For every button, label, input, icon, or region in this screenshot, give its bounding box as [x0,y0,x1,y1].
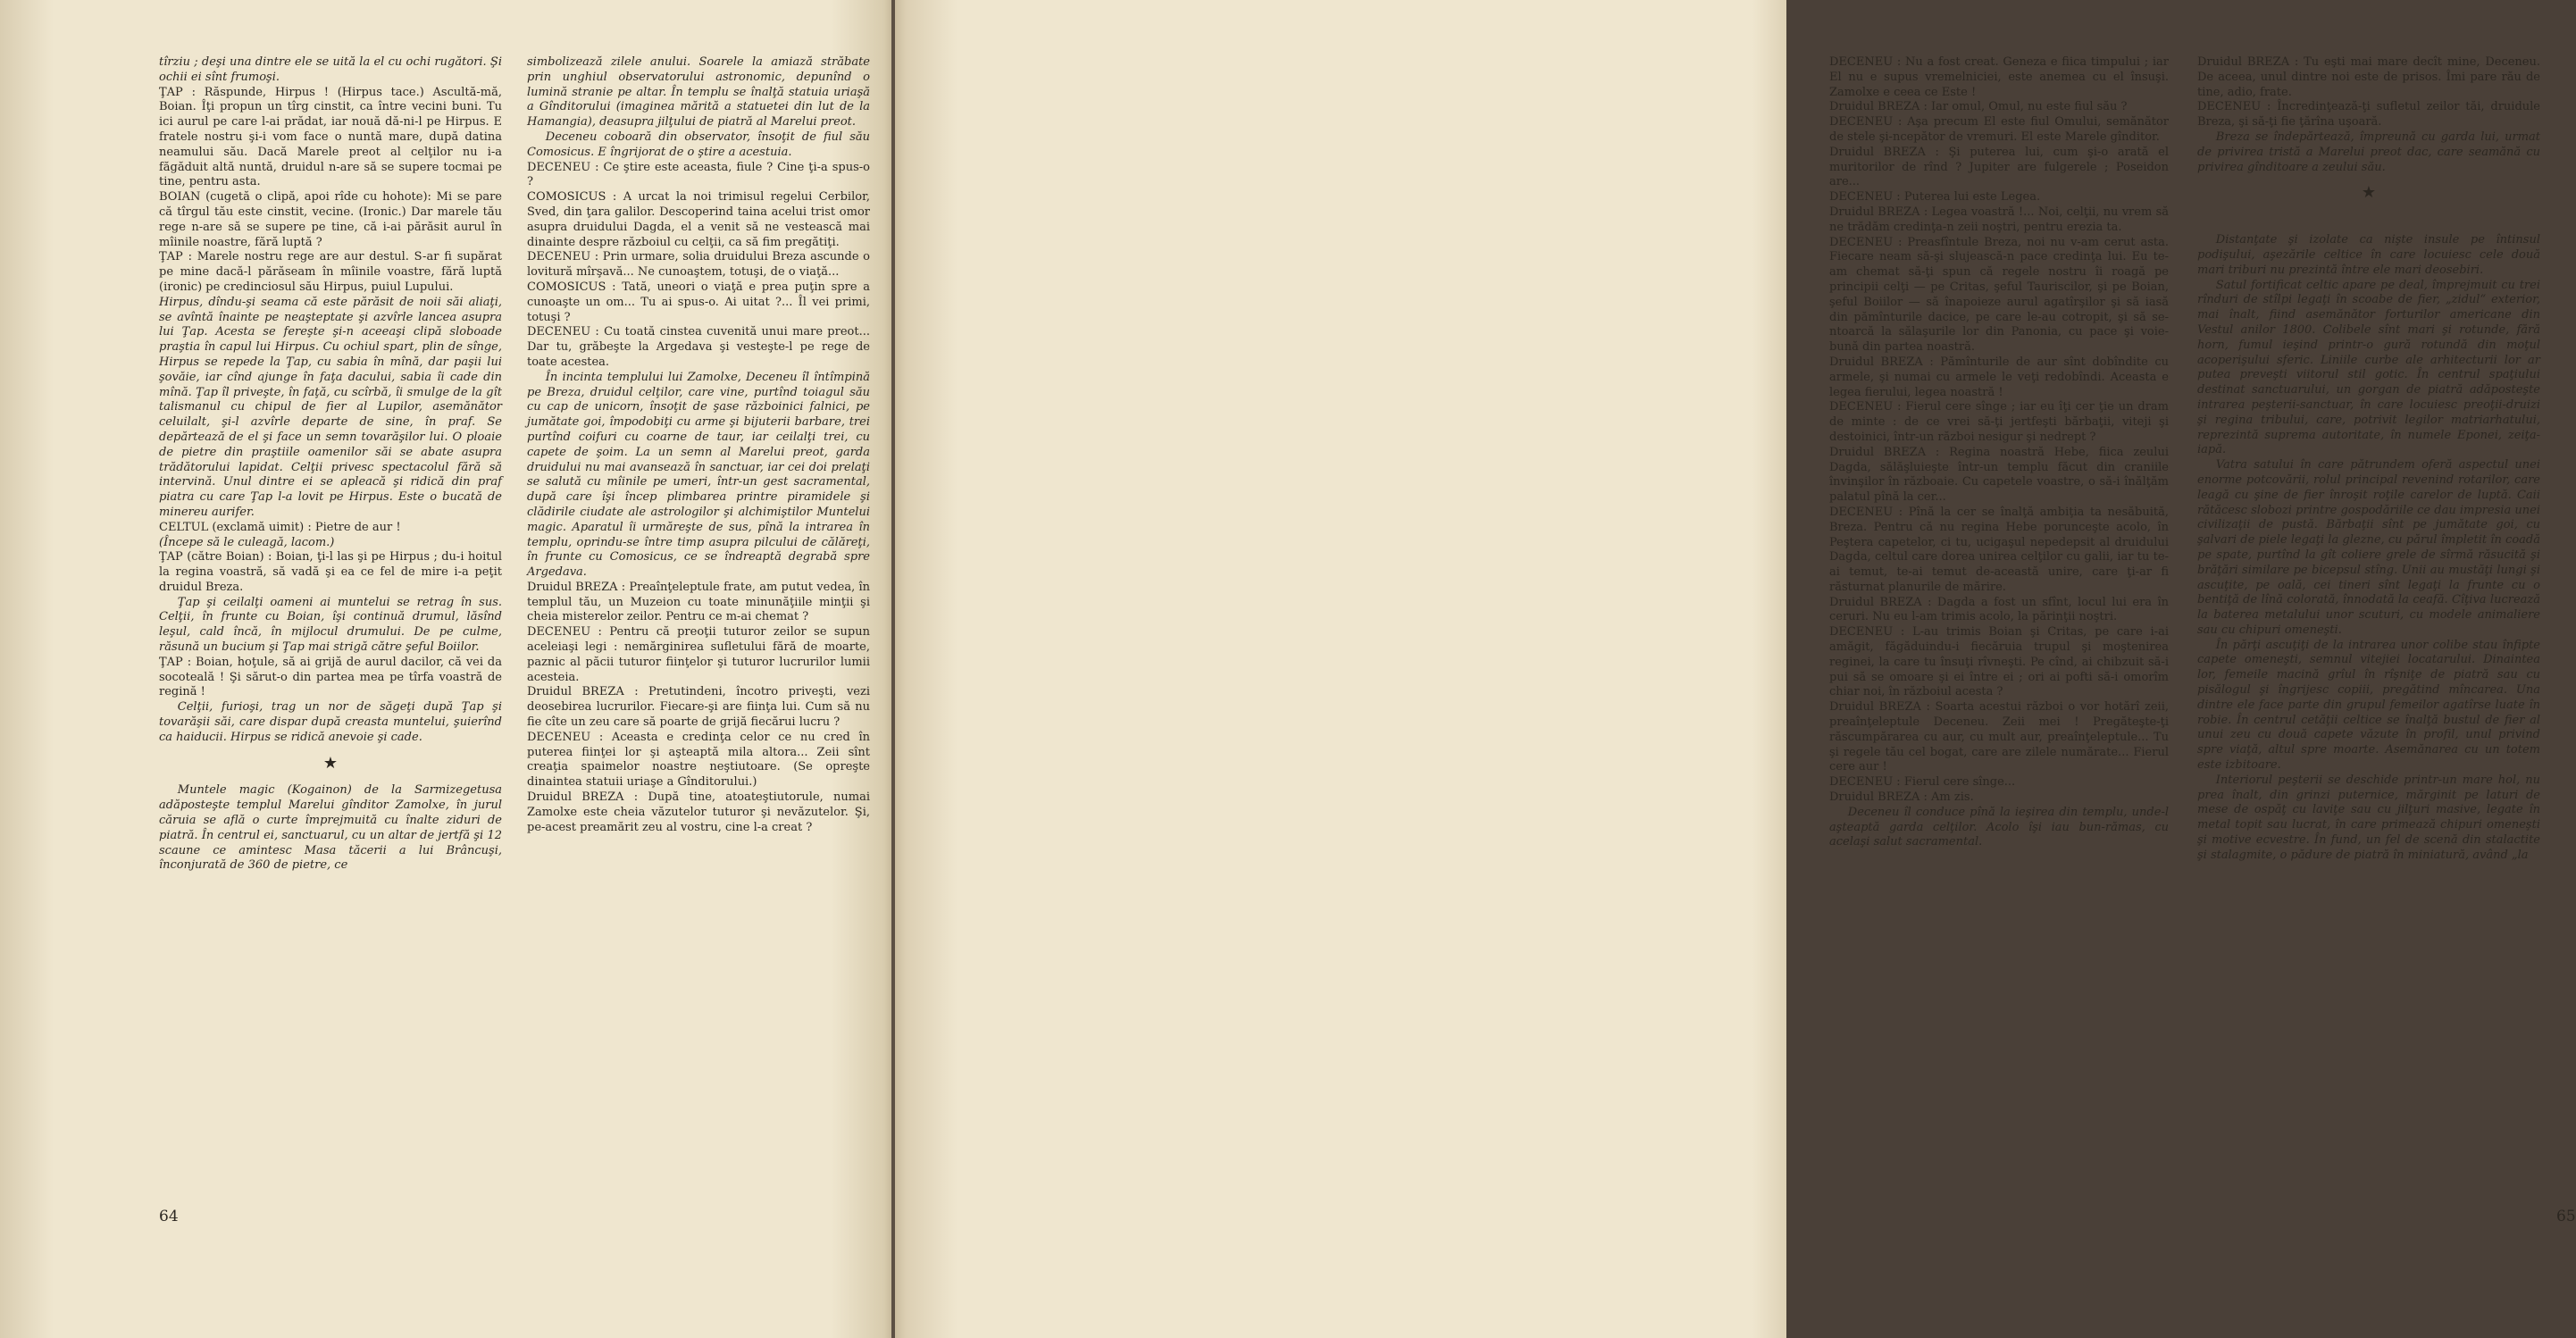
paragraph: DECENEU : Nu a fost creat. Geneza e fiica timpului ; iar El nu e supus vremelniciei, este anemea cu el însuşi. Zamolxe e ceea ce Este ! [1829,55,2169,99]
right-page [895,0,2576,1338]
paragraph: Satul fortificat celtic apare pe deal, împrejmuit cu trei rînduri de stîlpi legaţi în scoabe de fier, „zidul“ exterior, mai înalt, fiind asemănător forturilor americane din Vestul anilor 1800. Colibele sînt mari şi rotunde, fără horn, fumul ieşind printr-o gură rotundă din moţul acoperişului sferic. Liniile curbe ale arhitecturii lor ar putea preveşti viitorul stil gotic. În centrul spaţiului destinat sanctuarului, un gorgan de piatră adăposteşte intrarea peşterii-sanctuar, în care locuiesc preoţii-druizi şi regina tribului, care, potrivit legilor matriarhatului, reprezintă suprema autoritate, în numele Eponei, zeiţa-iapă. [2197,278,2540,457]
paragraph: DECENEU : L-au trimis Boian şi Critas, pe care i-ai amăgit, făgăduindu-i fiecăruia trupul şi moştenirea reginei, la care tu însuţi rîvneşti. Pe cînd, ai chibzuit să-i pui să se omoare şi ei între ei ; ori ai pofti să-i omorîm chiar noi, în războiul acesta ? [1829,625,2169,699]
paragraph: DECENEU : Fierul cere sînge... [1829,775,2016,790]
paragraph: ŢAP : Boian, hoţule, să ai grijă de aurul dacilor, că vei da socoteală ! Şi sărut-o din partea mea pe tîrfa voastră de regină ! [159,655,502,699]
page-number-left: 64 [159,1208,179,1225]
paragraph: Druidul BREZA : Legea voastră !... Noi, celţii, nu vrem să ne trădăm credinţa-n zeii noştri, pentru erezia ta. [1829,205,2169,234]
spacer [2197,213,2540,233]
paragraph: ŢAP (către Boian) : Boian, ţi-l las şi pe Hirpus ; du-i hoitul la regina voastră, să vadă şi ea ce fel de mire i-a peţit druidul Breza. [159,550,502,594]
paragraph: Druidul BREZA : Preaînţeleptule frate, am putut vedea, în templul tău, un Muzeion cu toate minunăţiile minţii şi cheia misterelor zeilor. Pentru ce m-ai chemat ? [527,580,870,624]
paragraph: Interiorul peşterii se deschide printr-un mare hol, nu prea înalt, din grinzi puternice, mărginit pe laturi de mese de ospăţ cu laviţe sau cu jilţuri masive, legate în metal topit sau lucrat, în care primează chipuri omeneşti şi motive ecvestre. În fund, un fel de scenă din stalactite şi stalagmite, o pădure de piatră în miniatură, având „la [2197,773,2540,862]
paragraph: Vatra satului în care pătrundem oferă aspectul unei enorme potcovării, rolul principal revenind rotarilor, care leagă cu şine de fier înroşit roţile carelor de luptă. Caii rătăcesc slobozi printre gospodăriile ce dau impresia unei civilizaţii de pustă. Bărbaţii sînt pe jumătate goi, cu şalvari de piele legaţi la glezne, cu părul împletit în coadă pe spate, purtînd la gît coliere grele de sîrmă răsucită şi brăţări similare pe bicepsul stîng. Unii au mustăţi lungi şi ascuţite, pe oală, cei tineri sînt legaţi la frunte cu o bentiţă de lînă colorată, înnodată la ceafă. Cîţiva lucrează la baterea metalului unor scuturi, cu modele animaliere sau cu chipuri omeneşti. [2197,458,2540,637]
paragraph: tîrziu ; deşi una dintre ele se uită la el cu ochi rugători. Şi ochii ei sînt frumoşi. [159,55,502,84]
paragraph: Druidul BREZA : Şi puterea lui, cum şi-o arată el muritorilor de rînd ? Jupiter are fulgerele ; Poseidon are... [1829,145,2169,189]
paragraph: DECENEU : Aşa precum El este fiul Omului, semănător de stele şi-ncepător de vremuri. El este Marele gînditor. [1829,115,2169,144]
paragraph: Druidul BREZA : Regina noastră Hebe, fiica zeului Dagda, sălăşluieşte într-un templu făcut din craniile învinşilor în războaie. Cu capetele voastre, o să-i înălţăm palatul pînă la cer... [1829,445,2169,505]
paragraph: DECENEU : Ce ştire este aceasta, fiule ? Cine ţi-a spus-o ? [527,160,870,189]
paragraph: COMOSICUS : A urcat la noi trimisul regelui Cerbilor, Sved, din ţara galilor. Descoperind taina acelui trist omor asupra druidului Dagda, el a venit să ne vestească mai dinainte despre războiul cu celţii, ca să fim pregătiţi. [527,190,870,249]
paragraph: Druidul BREZA : Soarta acestui război o vor hotărî zeii, preaînţeleptule Deceneu. Zeii mei ! Pregăteşte-ţi răscumpărarea cu aur, cu mult aur, preaînţeleptule... Tu şi regele tău cel bogat, care are zilele numărate... Fierul cere aur ! [1829,700,2169,774]
paragraph: Druidul BREZA : Iar omul, Omul, nu este fiul său ? [1829,100,2128,114]
paragraph: Distanţate şi izolate ca nişte insule pe întinsul podişului, aşezările celtice în care locuiesc cele două mari triburi nu prezintă între ele mari deosebiri. [2197,233,2540,277]
paragraph: Deceneu îl conduce pînă la ieşirea din templu, unde-l aşteaptă garda celţilor. Acolo îşi iau bun-rămas, cu acelaşi salut sacramental. [1829,805,2169,849]
paragraph: DECENEU : Aceasta e credinţa celor ce nu cred în puterea fiinţei lor şi aşteaptă mila altora... Zeii sînt creaţia spaimelor noastre neştiutoare. (Se opreşte dinaintea statuii uriaşe a Gînditorului.) [527,730,870,790]
paragraph: Ţap şi ceilalţi oameni ai muntelui se retrag în sus. Celţii, în frunte cu Boian, îşi continuă drumul, lăsînd leşul, cald încă, în mijlocul drumului. De pe culme, răsună un bucium şi Ţap mai strigă către şeful Boiilor. [159,595,502,655]
text-column-1 [159,55,502,874]
paragraph: Druidul BREZA : După tine, atoateştiutorule, numai Zamolxe este cheia văzutelor tuturor şi nevăzutelor. Şi, pe-acest preamărit zeu al vostru, cine l-a creat ? [527,790,870,834]
paragraph: DECENEU : Cu toată cinstea cuvenită unui mare preot... Dar tu, grăbeşte la Argedava şi vesteşte-l pe rege de toate acestea. [527,325,870,369]
page-number-right: 65 [2556,1208,2576,1225]
paragraph: Hirpus, dîndu-şi seama că este părăsit de noii săi aliaţi, se avîntă înainte pe neaşteptate şi azvîrle lancea asupra lui Ţap. Acesta se fereşte şi-n aceeaşi clipă sloboade praştia în capul lui Hirpus. Cu ochiul spart, plin de sînge, Hirpus se repede la Ţap, cu sabia în mînă, dar paşii lui şovăie, iar cînd ajunge în faţa dacului, sabia îi cade din mînă. Ţap îl priveşte, în faţă, cu scîrbă, îi smulge de la gît talismanul cu chipul de fier al Lupilor, asemănător celuilalt, şi-l azvîrle departe de sine, în praf. Se depărtează de el şi face un semn tovarăşilor lui. O ploaie de pietre din praştiile oamenilor săi se abate asupra trădătorului lapidat. Celţii privesc spectacolul fără să intervină. Unul dintre ei se apleacă şi ridică din praf piatra cu care Ţap l-a lovit pe Hirpus. Este o bucată de minereu aurifer. [159,295,502,519]
paragraph: DECENEU : Pentru că preoţii tuturor zeilor se supun aceleiaşi legi : nemărginirea sufletului fără de moarte, paznic al păcii tuturor fiinţelor şi tuturor lucrurilor lumii acesteia. [527,625,870,684]
paragraph: BOIAN (cugetă o clipă, apoi rîde cu hohote): Mi se pare că tîrgul tău este cinstit, vecine. (Ironic.) Dar marele tău rege n-are să se supere pe tine, că i-ai părăsit aurul în mîinile noastre, fără luptă ? [159,190,502,249]
paragraph: simbolizează zilele anului. Soarele la amiază străbate prin unghiul observatorului astronomic, depunînd o lumină stranie pe altar. În templu se înalţă statuia uriaşă a Gînditorului (imaginea mărită a statuetei din lut de la Hamangia), deasupra jilţului de piatră al Marelui preot. [527,55,870,130]
paragraph: Deceneu coboară din observator, însoţit de fiul său Comosicus. E îngrijorat de o ştire a acestuia. [527,130,870,159]
paragraph: Druidul BREZA : Dagda a fost un sfînt, locul lui era în ceruri. Nu eu l-am trimis acolo, la părinţii noştri. [1829,595,2169,624]
text-column-3 [1829,55,2169,850]
paragraph: Druidul BREZA : Pretutindeni, încotro priveşti, vezi deosebirea lucrurilor. Fiecare-şi are fiinţa lui. Cum să nu fie cîte un zeu care să poarte de grijă fiecărui lucru ? [527,685,870,730]
paragraph: COMOSICUS : Tată, uneori o viaţă e prea puţin spre a cunoaşte un om... Tu ai spus-o. Ai uitat ?... Îl vei primi, totuşi ? [527,280,870,324]
paragraph: ŢAP : Răspunde, Hirpus ! (Hirpus tace.) Ascultă-mă, Boian. Îţi propun un tîrg cinstit, ca între vecini buni. Tu ici aurul pe care l-ai prădat, iar nouă dă-ni-l pe Hirpus. E fratele nostru şi-i vom face o nuntă mare, după datina neamului său. Dacă Marele preot al celţilor nu i-a făgăduit altă nuntă, druidul n-are să se supere tocmai pe tine, pentru asta. [159,85,502,189]
section-star: ★ [2361,183,2377,203]
paragraph: Druidul BREZA : Tu eşti mai mare decît mine, Deceneu. De aceea, unul dintre noi este de prisos. Îmi pare rău de tine, adio, frate. [2197,55,2540,99]
paragraph: În părţi ascuţiţi de la intrarea unor colibe stau înfipte capete omeneşti, semnul vitejiei locatarului. Dinaintea lor, femeile macină grîul în rîşniţe de piatră sau cu pisălogul şi îngrijesc copiii, pregătind mîncarea. Una dintre ele face parte din grupul femeilor agatîrse luate în robie. În centrul cetăţii celtice se înalţă bustul de fier al unui zeu cu două capete văzute în profil, unul privind spre viaţă, altul spre moarte. Asemănarea cu un totem este izbitoare. [2197,638,2540,773]
paragraph: Druidul BREZA : Am zis. [1829,790,1974,805]
paragraph: (Începe să le culeagă, lacom.) [159,535,335,549]
paragraph: DECENEU : Încredinţează-ţi sufletul zeilor tăi, druidule Breza, şi să-ţi fie ţărîna uşoară. [2197,100,2540,130]
paragraph: DECENEU : Pînă la cer se înalţă ambiţia ta nesăbuită, Breza. Pentru că nu regina Hebe porunceşte acolo, în Peştera capetelor, ci tu, ucigaşul nepedepsit al druidului Dagda, celtul care dorea unirea celţilor cu galii, iar tu te-ai temut, te-ai temut de-această unire, care ţi-ar fi răsturnat planurile de mărire. [1829,505,2169,594]
text-column-2 [527,55,870,835]
paragraph: DECENEU : Prin urmare, solia druidului Breza ascunde o lovitură mîrşavă... Ne cunoaştem, totuşi, de o viaţă... [527,250,870,280]
left-page [0,0,891,1338]
paragraph: Muntele magic (Kogainon) de la Sarmizegetusa adăposteşte templul Marelui gînditor Zamolxe, în jurul căruia se află o curte împrejmuită cu înalte ziduri de piatră. În centrul ei, sanctuarul, cu un altar de jertfă şi 12 scaune ce amintesc Masa tăcerii a lui Brâncuşi, înconjurată de 360 de pietre, ce [159,783,502,873]
paragraph: În incinta templului lui Zamolxe, Deceneu îl întîmpină pe Breza, druidul celţilor, care vine, purtînd toiagul său cu cap de unicorn, însoţit de şase războinici falnici, pe jumătate goi, împodobiţi cu arme şi bijuterii barbare, trei purtînd coifuri cu coarne de taur, iar ceilalţi trei, cu capete de şoim. La un semn al Marelui preot, garda druidului nu mai avansează în sanctuar, iar cei doi prelaţi se salută cu mîinile pe umeri, într-un gest sacramental, după care îşi încep plimbarea printre piramidele şi clădirile ciudate ale astrologilor şi alchimiştilor Muntelui magic. Aparatul îi urmăreşte de sus, pînă la intrarea în templu, oprindu-se între timp asupra pilcului de călăreţi, în frunte cu Comosicus, ce se îndreaptă degrabă spre Argedava. [527,370,870,580]
paragraph: ŢAP : Marele nostru rege are aur destul. S-ar fi supărat pe mine dacă-l părăseam în mîinile voastre, fără luptă (ironic) pe credinciosul său Hirpus, puiul Lupului. [159,250,502,294]
section-star: ★ [322,753,339,773]
paragraph: DECENEU : Puterea lui este Legea. [1829,190,2041,205]
paragraph: DECENEU : Fierul cere sînge ; iar eu îţi cer ţie un dram de minte : de ce vrei să-ţi jertfeşti bărbaţii, viteji şi destoinici, într-un război nesigur şi nedrept ? [1829,400,2169,444]
paragraph: Celţii, furioşi, trag un nor de săgeţi după Ţap şi tovarăşii săi, care dispar după creasta muntelui, şuierînd ca haiducii. Hirpus se ridică anevoie şi cade. [159,700,502,744]
text-column-4 [2197,55,2540,864]
paragraph: Breza se îndepărtează, împreună cu garda lui, urmat de privirea tristă a Marelui preot dac, care seamănă cu privirea gînditoare a zeului său. [2197,130,2540,174]
paragraph: Druidul BREZA : Pămînturile de aur sînt dobîndite cu armele, şi numai cu armele le veţi redobîndi. Aceasta e legea fierului, legea noastră ! [1829,355,2169,399]
paragraph: CELTUL (exclamă uimit) : Pietre de aur ! [159,520,401,534]
paragraph: DECENEU : Preasfîntule Breza, noi nu v-am cerut asta. Fiecare neam să-şi slujească-n pace credinţa lui. Eu te-am chemat să-ţi spun că regele nostru îi roagă pe principii celţi — pe Critas, şeful Tauriscilor, şi pe Boian, şeful Boiilor — să înapoieze aurul agatîrşilor şi să iasă din pămînturile dacice, pe care le-au cotropit, şi să se-ntoarcă la sălaşurile lor din Panonia, cu pace şi voie-bună din partea noastră. [1829,235,2169,355]
